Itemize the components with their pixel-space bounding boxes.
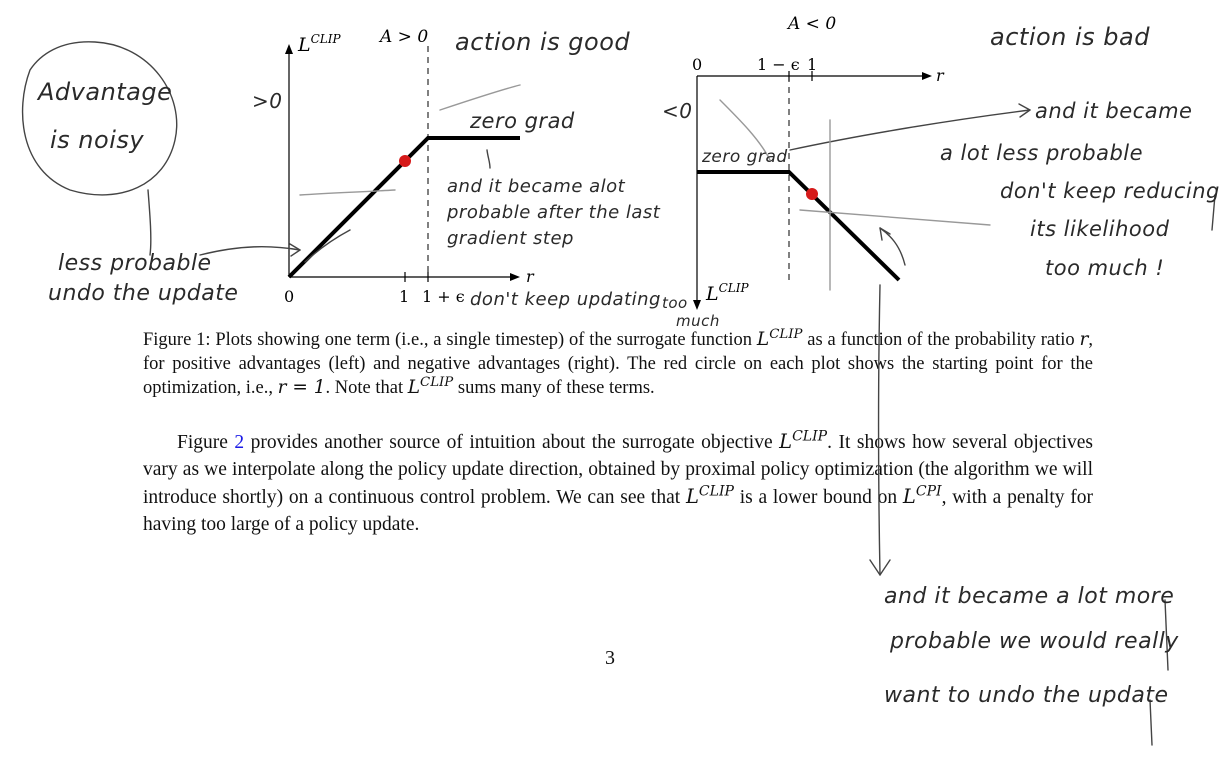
left-tick-label-1: 1 xyxy=(399,287,410,306)
figure-1-plots xyxy=(0,0,1232,340)
note-gt-zero: >0 xyxy=(252,89,283,113)
right-tick-label-1meps: 1 − ϵ xyxy=(757,55,800,74)
right-tick-label-0: 0 xyxy=(692,55,703,74)
note-lt-zero: <0 xyxy=(662,99,693,123)
body-paragraph: Figure 2 provides another source of intuition about the surrogate objective $L^{CLIP}$. It shows how several objectives vary as we interpolate along the policy update direction, obtained by proximal policy optimization (the algorithm we will introduce shortly) on a continuous control problem. We can see that $L^{CLIP}$ is a lower bound on $L^{CPI}$, with a penalty for having too large of a policy update. xyxy=(143,428,1093,535)
left-tick-label-1eps: 1 + ϵ xyxy=(422,287,465,306)
right-plot xyxy=(692,14,945,310)
note-bottom-3: want to undo the update xyxy=(884,683,1169,708)
note-left-explain-3: gradient step xyxy=(447,228,574,249)
note-less-probable-1: less probable xyxy=(58,251,212,276)
note-too-much-1: too xyxy=(662,294,688,312)
note-bottom-2: probable we would really xyxy=(890,629,1179,654)
note-less-probable-2: undo the update xyxy=(48,281,239,306)
note-left-explain-1: and it became alot xyxy=(447,176,626,197)
note-advantage-2: is noisy xyxy=(50,126,145,154)
note-zero-grad-right: zero grad xyxy=(702,147,788,167)
figure-2-link[interactable]: 2 xyxy=(234,432,245,453)
note-dont-keep-updating: don't keep updating xyxy=(470,289,661,310)
note-action-good: action is good xyxy=(455,28,631,56)
note-right-explain-5: too much ! xyxy=(1045,256,1165,280)
page-number: 3 xyxy=(605,647,615,669)
right-y-arrow xyxy=(693,300,701,310)
note-right-explain-1: and it became xyxy=(1035,99,1193,123)
right-clip-curve xyxy=(697,172,899,280)
figure-caption: Figure 1: Plots showing one term (i.e., a single timestep) of the surrogate function $L^{CLIP}$ as a function of the probability ratio r, for positive advantages (left) and negative advantages (right). The red circle on each plot shows the starting point for the optimization, i.e., r = 1. Note that $L^{CLIP}$ sums many of these terms. xyxy=(143,326,1093,398)
note-right-explain-3: don't keep reducing xyxy=(1000,179,1220,203)
note-bottom-1: and it became a lot more xyxy=(884,584,1175,609)
note-right-explain-2: a lot less probable xyxy=(940,141,1144,165)
right-condition: A < 0 xyxy=(788,14,837,34)
left-y-arrow xyxy=(285,44,293,54)
right-y-label: $L^{CLIP}$ xyxy=(706,281,749,305)
right-x-var: r xyxy=(936,66,944,85)
note-advantage-1: Advantage xyxy=(38,78,173,106)
left-x-var: r xyxy=(526,267,534,286)
note-too-much-2: much xyxy=(676,312,720,330)
note-action-bad: action is bad xyxy=(990,23,1150,51)
left-condition: A > 0 xyxy=(380,27,429,47)
note-left-explain-2: probable after the last xyxy=(447,202,661,223)
left-y-label: $L^{CLIP}$ xyxy=(298,32,341,56)
left-start-marker xyxy=(399,155,411,167)
right-tick-label-1: 1 xyxy=(807,55,818,74)
note-zero-grad-left: zero grad xyxy=(470,109,575,133)
left-x-arrow xyxy=(510,273,520,281)
note-right-explain-4: its likelihood xyxy=(1030,217,1170,241)
right-start-marker xyxy=(806,188,818,200)
left-tick-label-0: 0 xyxy=(284,287,295,306)
right-x-arrow xyxy=(922,72,932,80)
left-plot xyxy=(284,27,535,306)
